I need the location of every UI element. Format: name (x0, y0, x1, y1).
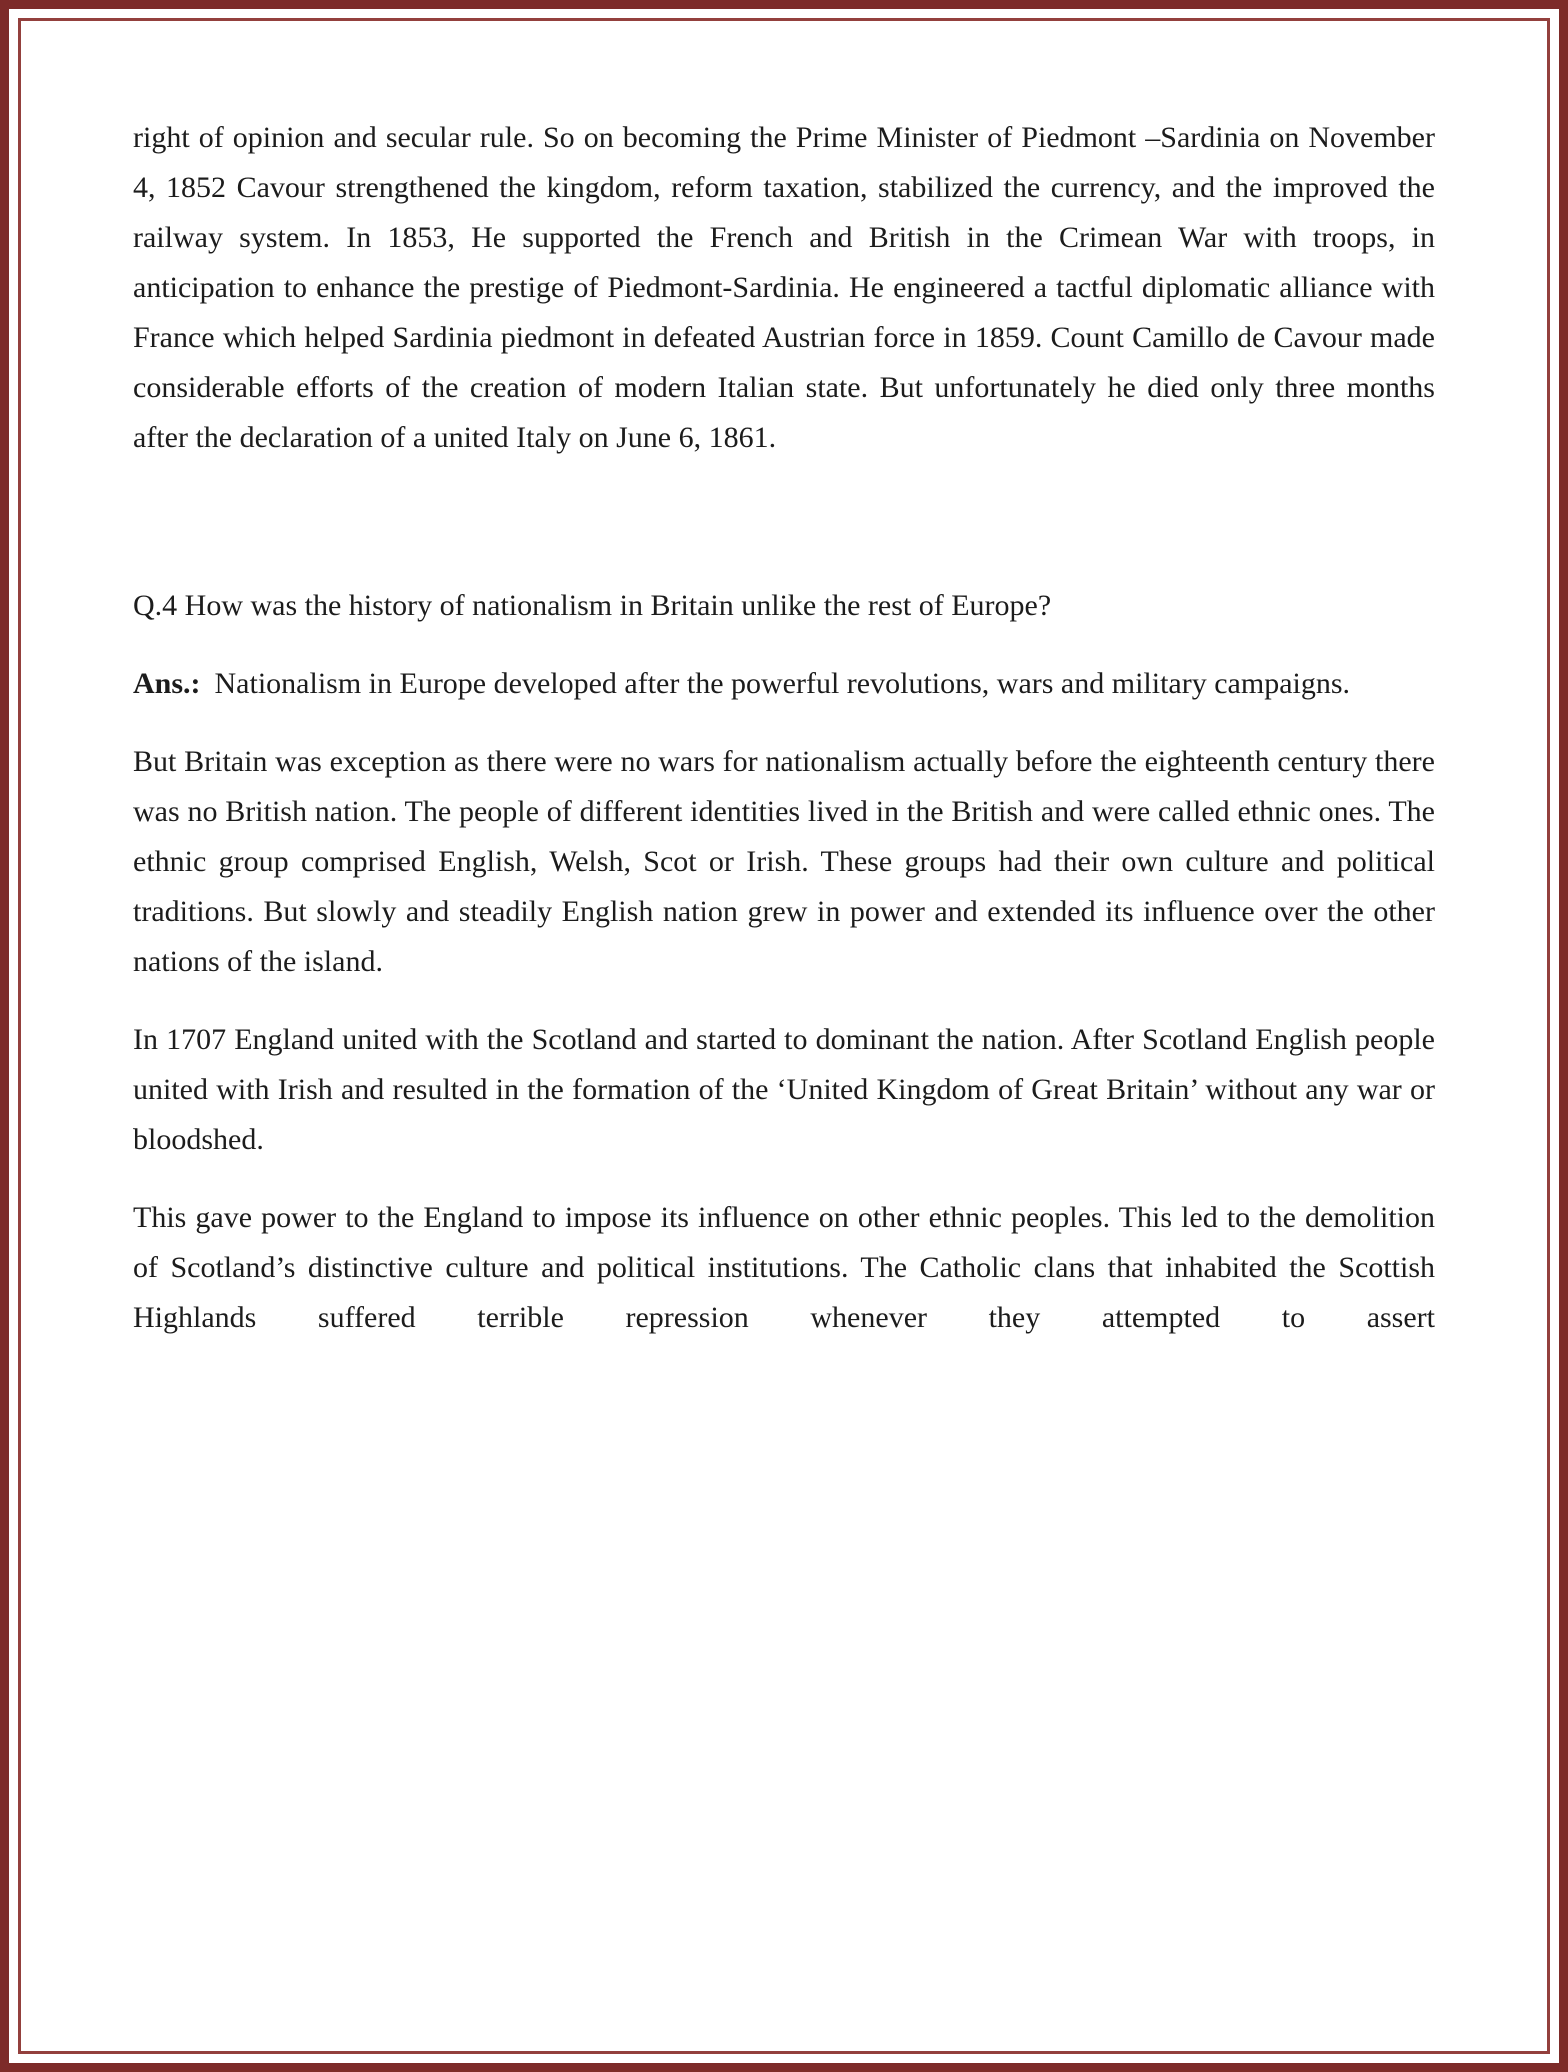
page-body-text (133, 113, 1435, 1343)
page-border-frame (18, 18, 1550, 2054)
paragraph-1707-union (133, 1015, 1435, 1165)
paragraph-text: In 1707 England united with the Scotland and started to dominant the nation. After Scotland English people united with Irish and resulted in the formation of the ‘United Kingdom of Great Britain’ without any war or bloodshed. (133, 1023, 1435, 1156)
paragraph-england-power (133, 1193, 1435, 1343)
paragraph-text: This gave power to the England to impose its influence on other ethnic peoples. This led to the demolition of Scotland’s distinctive culture and political institutions. The Catholic clans that inhabited the Scottish Highlands suffered terrible repression whenever they attempted to assert (133, 1201, 1435, 1334)
question-q4 (133, 581, 1435, 631)
question-text: Q.4 How was the history of nationalism in Britain unlike the rest of Europe? (133, 589, 1052, 622)
answer-label: Ans.: (133, 667, 201, 700)
answer-text: Nationalism in Europe developed after the powerful revolutions, wars and military campaigns. (214, 667, 1351, 700)
paragraph-text: right of opinion and secular rule. So on becoming the Prime Minister of Piedmont –Sardinia on November 4, 1852 Cavour strengthened the kingdom, reform taxation, stabilized the currency, and the improved the railway system. In 1853, He supported the French and British in the Crimean War with troops, in anticipation to enhance the prestige of Piedmont-Sardinia. He engineered a tactful diplomatic alliance with France which helped Sardinia piedmont in defeated Austrian force in 1859. Count Camillo de Cavour made considerable efforts of the creation of modern Italian state. But unfortunately he died only three months after the declaration of a united Italy on June 6, 1861. (133, 121, 1435, 454)
answer-intro (133, 659, 1435, 709)
paragraph-britain-exception (133, 737, 1435, 987)
paragraph-text: But Britain was exception as there were no wars for nationalism actually before the eighteenth century there was no British nation. The people of different identities lived in the British and were called ethnic ones. The ethnic group comprised English, Welsh, Scot or Irish. These groups had their own culture and political traditions. But slowly and steadily English nation grew in power and extended its influence over the other nations of the island. (133, 745, 1435, 978)
paragraph-cavour (133, 113, 1435, 463)
